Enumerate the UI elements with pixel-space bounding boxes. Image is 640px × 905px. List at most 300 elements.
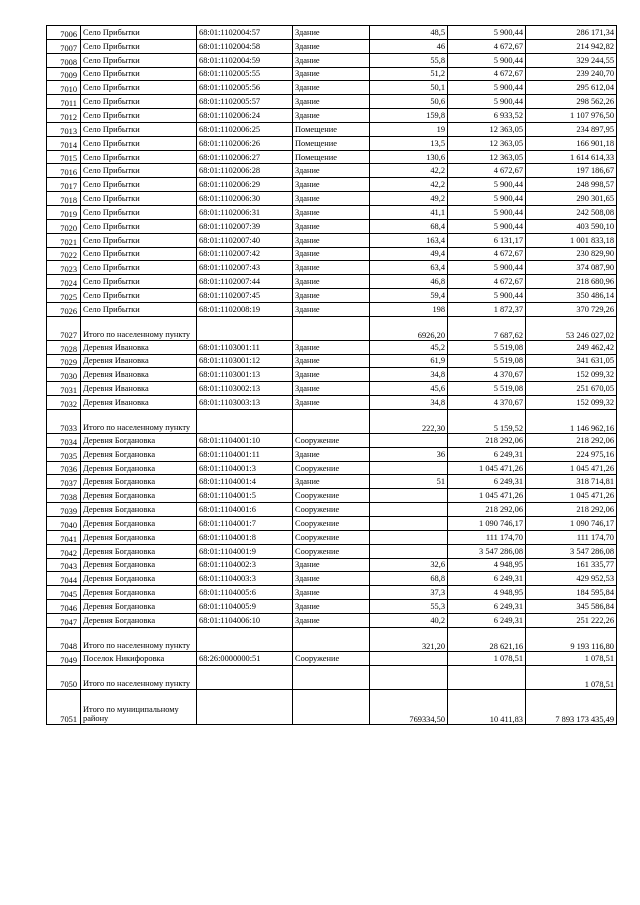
row-number-cell: 7041: [47, 530, 81, 544]
unit-value-cell: 5 519,08: [448, 382, 526, 396]
settlement-cell: Село Прибытки: [81, 233, 197, 247]
area-cell: 55,3: [370, 600, 448, 614]
settlement-cell: Село Прибытки: [81, 178, 197, 192]
settlement-cell: Село Прибытки: [81, 192, 197, 206]
unit-value-cell: 5 900,44: [448, 205, 526, 219]
cadastral-number-cell: [197, 409, 293, 433]
settlement-cell: Деревня Богдановка: [81, 600, 197, 614]
cadastral-value-cell: 218 680,96: [526, 275, 617, 289]
object-type-cell: Здание: [293, 26, 370, 40]
unit-value-cell: 5 900,44: [448, 219, 526, 233]
cadastral-number-cell: 68:01:1103001:13: [197, 368, 293, 382]
table-row: [47, 136, 617, 150]
row-number-cell: 7018: [47, 192, 81, 206]
cadastral-value-cell: 341 631,05: [526, 354, 617, 368]
row-number-cell: 7014: [47, 136, 81, 150]
cadastral-number-cell: 68:01:1102006:26: [197, 136, 293, 150]
cadastral-number-cell: 68:01:1104001:11: [197, 447, 293, 461]
settlement-cell: Деревня Богдановка: [81, 433, 197, 447]
cadastral-value-cell: 152 099,32: [526, 396, 617, 410]
table-row: [47, 81, 617, 95]
cadastral-value-cell: 234 897,95: [526, 122, 617, 136]
area-cell: 51: [370, 475, 448, 489]
table-row: [47, 530, 617, 544]
cadastral-number-cell: 68:01:1104001:4: [197, 475, 293, 489]
row-number-cell: 7051: [47, 689, 81, 724]
cadastral-value-cell: 7 893 173 435,49: [526, 689, 617, 724]
settlement-cell: Деревня Богдановка: [81, 461, 197, 475]
settlement-cell: Деревня Богдановка: [81, 558, 197, 572]
table-row: [47, 150, 617, 164]
area-cell: 59,4: [370, 289, 448, 303]
area-cell: 163,4: [370, 233, 448, 247]
object-type-cell: Здание: [293, 164, 370, 178]
area-cell: 45,2: [370, 340, 448, 354]
row-number-cell: 7015: [47, 150, 81, 164]
cadastral-value-cell: 53 246 027,02: [526, 316, 617, 340]
row-number-cell: 7009: [47, 67, 81, 81]
table-row: [47, 489, 617, 503]
cadastral-number-cell: 68:01:1103002:13: [197, 382, 293, 396]
object-type-cell: Сооружение: [293, 461, 370, 475]
unit-value-cell: 6 249,31: [448, 475, 526, 489]
table-row: [47, 396, 617, 410]
cadastral-number-cell: 68:01:1104003:3: [197, 572, 293, 586]
settlement-cell: Село Прибытки: [81, 247, 197, 261]
row-number-cell: 7034: [47, 433, 81, 447]
cadastral-number-cell: 68:01:1102006:28: [197, 164, 293, 178]
row-number-cell: 7025: [47, 289, 81, 303]
table-row: [47, 247, 617, 261]
settlement-total-row: [47, 665, 617, 689]
area-cell: 68,8: [370, 572, 448, 586]
table-row: [47, 433, 617, 447]
row-number-cell: 7021: [47, 233, 81, 247]
settlement-cell: Село Прибытки: [81, 219, 197, 233]
table-row: [47, 558, 617, 572]
settlement-cell: Село Прибытки: [81, 136, 197, 150]
cadastral-number-cell: [197, 665, 293, 689]
area-cell: [370, 503, 448, 517]
row-number-cell: 7016: [47, 164, 81, 178]
unit-value-cell: 1 078,51: [448, 651, 526, 665]
unit-value-cell: 4 672,67: [448, 247, 526, 261]
unit-value-cell: 5 900,44: [448, 26, 526, 40]
area-cell: 48,5: [370, 26, 448, 40]
area-cell: 130,6: [370, 150, 448, 164]
object-type-cell: Здание: [293, 219, 370, 233]
cadastral-number-cell: 68:01:1104005:6: [197, 586, 293, 600]
object-type-cell: Здание: [293, 572, 370, 586]
cadastral-value-cell: 184 595,84: [526, 586, 617, 600]
settlement-cell: Село Прибытки: [81, 26, 197, 40]
unit-value-cell: 5 900,44: [448, 192, 526, 206]
settlement-cell: Деревня Богдановка: [81, 586, 197, 600]
object-type-cell: Здание: [293, 275, 370, 289]
unit-value-cell: 6 131,17: [448, 233, 526, 247]
unit-value-cell: 1 045 471,26: [448, 489, 526, 503]
unit-value-cell: 4 672,67: [448, 164, 526, 178]
object-type-cell: Сооружение: [293, 544, 370, 558]
row-number-cell: 7026: [47, 302, 81, 316]
table-row: [47, 475, 617, 489]
table-row: [47, 178, 617, 192]
unit-value-cell: 7 687,62: [448, 316, 526, 340]
row-number-cell: 7020: [47, 219, 81, 233]
cadastral-number-cell: 68:01:1102008:19: [197, 302, 293, 316]
cadastral-number-cell: 68:01:1102005:55: [197, 67, 293, 81]
unit-value-cell: 4 370,67: [448, 368, 526, 382]
cadastral-value-cell: 1 107 976,50: [526, 109, 617, 123]
settlement-cell: Село Прибытки: [81, 150, 197, 164]
cadastral-number-cell: 68:01:1102006:24: [197, 109, 293, 123]
settlement-cell: Деревня Богдановка: [81, 489, 197, 503]
settlement-total-row: [47, 627, 617, 651]
object-type-cell: Здание: [293, 95, 370, 109]
settlement-cell: Деревня Богдановка: [81, 544, 197, 558]
cadastral-value-cell: 286 171,34: [526, 26, 617, 40]
unit-value-cell: 5 900,44: [448, 178, 526, 192]
settlement-cell: Итого по муниципальному району: [81, 689, 197, 724]
object-type-cell: [293, 316, 370, 340]
cadastral-value-cell: 214 942,82: [526, 39, 617, 53]
cadastral-value-cell: 1 001 833,18: [526, 233, 617, 247]
area-cell: 63,4: [370, 261, 448, 275]
cadastral-number-cell: 68:01:1102007:40: [197, 233, 293, 247]
cadastral-number-cell: 68:01:1102006:31: [197, 205, 293, 219]
area-cell: 61,9: [370, 354, 448, 368]
row-number-cell: 7039: [47, 503, 81, 517]
unit-value-cell: 5 900,44: [448, 261, 526, 275]
row-number-cell: 7030: [47, 368, 81, 382]
object-type-cell: Сооружение: [293, 433, 370, 447]
row-number-cell: 7022: [47, 247, 81, 261]
cadastral-value-cell: 298 562,26: [526, 95, 617, 109]
unit-value-cell: 218 292,06: [448, 503, 526, 517]
table-row: [47, 544, 617, 558]
table-row: [47, 447, 617, 461]
cadastral-value-cell: 161 335,77: [526, 558, 617, 572]
cadastral-value-cell: 3 547 286,08: [526, 544, 617, 558]
object-type-cell: Помещение: [293, 150, 370, 164]
table-row: [47, 164, 617, 178]
object-type-cell: Здание: [293, 302, 370, 316]
settlement-cell: Деревня Богдановка: [81, 475, 197, 489]
unit-value-cell: 6 249,31: [448, 613, 526, 627]
row-number-cell: 7013: [47, 122, 81, 136]
area-cell: 68,4: [370, 219, 448, 233]
area-cell: [370, 489, 448, 503]
cadastral-value-cell: 350 486,14: [526, 289, 617, 303]
object-type-cell: Здание: [293, 39, 370, 53]
row-number-cell: 7028: [47, 340, 81, 354]
area-cell: [370, 517, 448, 531]
unit-value-cell: 6 249,31: [448, 572, 526, 586]
cadastral-value-cell: 403 590,10: [526, 219, 617, 233]
settlement-cell: Итого по населенному пункту: [81, 665, 197, 689]
table-row: [47, 503, 617, 517]
cadastral-number-cell: 68:01:1102007:43: [197, 261, 293, 275]
settlement-cell: Село Прибытки: [81, 302, 197, 316]
object-type-cell: Здание: [293, 261, 370, 275]
object-type-cell: Сооружение: [293, 651, 370, 665]
table-body: [47, 26, 617, 725]
table-row: [47, 517, 617, 531]
unit-value-cell: 6 249,31: [448, 447, 526, 461]
area-cell: [370, 544, 448, 558]
unit-value-cell: 5 900,44: [448, 81, 526, 95]
area-cell: 45,6: [370, 382, 448, 396]
area-cell: 41,1: [370, 205, 448, 219]
cadastral-number-cell: 68:01:1102006:27: [197, 150, 293, 164]
object-type-cell: Здание: [293, 396, 370, 410]
row-number-cell: 7036: [47, 461, 81, 475]
object-type-cell: Сооружение: [293, 517, 370, 531]
table-row: [47, 122, 617, 136]
object-type-cell: Здание: [293, 192, 370, 206]
area-cell: 42,2: [370, 164, 448, 178]
cadastral-value-cell: 318 714,81: [526, 475, 617, 489]
cadastral-number-cell: 68:01:1104001:3: [197, 461, 293, 475]
object-type-cell: [293, 627, 370, 651]
area-cell: 13,5: [370, 136, 448, 150]
area-cell: [370, 530, 448, 544]
object-type-cell: Помещение: [293, 122, 370, 136]
unit-value-cell: 4 948,95: [448, 586, 526, 600]
cadastral-value-cell: 1 045 471,26: [526, 489, 617, 503]
area-cell: 198: [370, 302, 448, 316]
table-row: [47, 109, 617, 123]
cadastral-value-cell: 249 462,42: [526, 340, 617, 354]
object-type-cell: Здание: [293, 205, 370, 219]
unit-value-cell: 12 363,05: [448, 150, 526, 164]
settlement-cell: Село Прибытки: [81, 81, 197, 95]
cadastral-number-cell: 68:01:1104002:3: [197, 558, 293, 572]
cadastral-number-cell: 68:01:1102006:29: [197, 178, 293, 192]
area-cell: 32,6: [370, 558, 448, 572]
cadastral-number-cell: 68:01:1104001:9: [197, 544, 293, 558]
cadastral-number-cell: [197, 689, 293, 724]
unit-value-cell: 5 519,08: [448, 340, 526, 354]
cadastral-number-cell: 68:01:1104005:9: [197, 600, 293, 614]
object-type-cell: Здание: [293, 354, 370, 368]
unit-value-cell: 6 933,52: [448, 109, 526, 123]
cadastral-number-cell: 68:01:1104001:6: [197, 503, 293, 517]
area-cell: 49,4: [370, 247, 448, 261]
cadastral-number-cell: 68:01:1102006:30: [197, 192, 293, 206]
object-type-cell: Сооружение: [293, 503, 370, 517]
area-cell: 50,1: [370, 81, 448, 95]
district-total-row: [47, 689, 617, 724]
cadastral-value-cell: 329 244,55: [526, 53, 617, 67]
table-row: [47, 461, 617, 475]
object-type-cell: Здание: [293, 53, 370, 67]
row-number-cell: 7044: [47, 572, 81, 586]
settlement-cell: Село Прибытки: [81, 164, 197, 178]
area-cell: 321,20: [370, 627, 448, 651]
settlement-cell: Село Прибытки: [81, 39, 197, 53]
unit-value-cell: 12 363,05: [448, 122, 526, 136]
area-cell: 40,2: [370, 613, 448, 627]
unit-value-cell: 5 900,44: [448, 95, 526, 109]
cadastral-value-cell: 224 975,16: [526, 447, 617, 461]
settlement-cell: Село Прибытки: [81, 95, 197, 109]
cadastral-value-cell: 251 670,05: [526, 382, 617, 396]
row-number-cell: 7050: [47, 665, 81, 689]
row-number-cell: 7043: [47, 558, 81, 572]
cadastral-value-cell: 1 078,51: [526, 665, 617, 689]
table-row: [47, 302, 617, 316]
object-type-cell: Здание: [293, 447, 370, 461]
table-row: [47, 233, 617, 247]
table-row: [47, 382, 617, 396]
object-type-cell: Сооружение: [293, 530, 370, 544]
cadastral-value-cell: 230 829,90: [526, 247, 617, 261]
object-type-cell: Здание: [293, 289, 370, 303]
object-type-cell: Здание: [293, 340, 370, 354]
area-cell: 769334,50: [370, 689, 448, 724]
row-number-cell: 7031: [47, 382, 81, 396]
object-type-cell: Здание: [293, 233, 370, 247]
cadastral-value-cell: 242 508,08: [526, 205, 617, 219]
table-row: [47, 53, 617, 67]
object-type-cell: Здание: [293, 247, 370, 261]
cadastral-value-cell: 152 099,32: [526, 368, 617, 382]
row-number-cell: 7032: [47, 396, 81, 410]
object-type-cell: Помещение: [293, 136, 370, 150]
cadastral-number-cell: 68:01:1102006:25: [197, 122, 293, 136]
settlement-cell: Деревня Ивановка: [81, 340, 197, 354]
row-number-cell: 7033: [47, 409, 81, 433]
area-cell: 55,8: [370, 53, 448, 67]
row-number-cell: 7023: [47, 261, 81, 275]
cadastral-number-cell: 68:01:1104001:5: [197, 489, 293, 503]
cadastral-value-cell: 1 146 962,16: [526, 409, 617, 433]
row-number-cell: 7024: [47, 275, 81, 289]
object-type-cell: Здание: [293, 382, 370, 396]
row-number-cell: 7046: [47, 600, 81, 614]
cadastral-value-cell: 1 045 471,26: [526, 461, 617, 475]
row-number-cell: 7011: [47, 95, 81, 109]
cadastral-value-cell: 290 301,65: [526, 192, 617, 206]
cadastral-value-cell: 197 186,67: [526, 164, 617, 178]
cadastral-value-table-sheet: [46, 25, 616, 725]
area-cell: 36: [370, 447, 448, 461]
unit-value-cell: 4 672,67: [448, 67, 526, 81]
unit-value-cell: 4 370,67: [448, 396, 526, 410]
table-row: [47, 192, 617, 206]
row-number-cell: 7045: [47, 586, 81, 600]
object-type-cell: Сооружение: [293, 489, 370, 503]
settlement-total-row: [47, 409, 617, 433]
unit-value-cell: 4 672,67: [448, 275, 526, 289]
table-row: [47, 368, 617, 382]
object-type-cell: [293, 409, 370, 433]
cadastral-number-cell: 68:01:1102004:57: [197, 26, 293, 40]
table-row: [47, 39, 617, 53]
object-type-cell: [293, 689, 370, 724]
area-cell: 51,2: [370, 67, 448, 81]
table-row: [47, 275, 617, 289]
settlement-total-row: [47, 316, 617, 340]
table-row: [47, 261, 617, 275]
cadastral-number-cell: 68:01:1103003:13: [197, 396, 293, 410]
area-cell: 42,2: [370, 178, 448, 192]
unit-value-cell: 111 174,70: [448, 530, 526, 544]
row-number-cell: 7008: [47, 53, 81, 67]
row-number-cell: 7037: [47, 475, 81, 489]
table-row: [47, 613, 617, 627]
cadastral-value-cell: 345 586,84: [526, 600, 617, 614]
row-number-cell: 7017: [47, 178, 81, 192]
table-row: [47, 572, 617, 586]
settlement-cell: Деревня Ивановка: [81, 368, 197, 382]
unit-value-cell: 4 948,95: [448, 558, 526, 572]
unit-value-cell: 1 045 471,26: [448, 461, 526, 475]
row-number-cell: 7007: [47, 39, 81, 53]
unit-value-cell: 6 249,31: [448, 600, 526, 614]
table-row: [47, 651, 617, 665]
object-type-cell: Здание: [293, 586, 370, 600]
settlement-cell: Село Прибытки: [81, 67, 197, 81]
object-type-cell: Здание: [293, 109, 370, 123]
settlement-cell: Деревня Богдановка: [81, 530, 197, 544]
area-cell: 222,30: [370, 409, 448, 433]
cadastral-number-cell: 68:01:1102005:57: [197, 95, 293, 109]
cadastral-number-cell: 68:01:1102007:39: [197, 219, 293, 233]
settlement-cell: Село Прибытки: [81, 289, 197, 303]
unit-value-cell: 5 900,44: [448, 53, 526, 67]
row-number-cell: 7010: [47, 81, 81, 95]
settlement-cell: Итого по населенному пункту: [81, 316, 197, 340]
object-type-cell: Здание: [293, 600, 370, 614]
cadastral-number-cell: 68:26:0000000:51: [197, 651, 293, 665]
area-cell: [370, 651, 448, 665]
area-cell: [370, 461, 448, 475]
settlement-cell: Село Прибытки: [81, 205, 197, 219]
row-number-cell: 7042: [47, 544, 81, 558]
unit-value-cell: 4 672,67: [448, 39, 526, 53]
cadastral-value-cell: 1 090 746,17: [526, 517, 617, 531]
row-number-cell: 7048: [47, 627, 81, 651]
cadastral-value-cell: 111 174,70: [526, 530, 617, 544]
object-type-cell: Здание: [293, 178, 370, 192]
area-cell: 37,3: [370, 586, 448, 600]
settlement-cell: Деревня Богдановка: [81, 447, 197, 461]
area-cell: [370, 433, 448, 447]
object-type-cell: Здание: [293, 613, 370, 627]
unit-value-cell: 3 547 286,08: [448, 544, 526, 558]
unit-value-cell: 12 363,05: [448, 136, 526, 150]
area-cell: 6926,20: [370, 316, 448, 340]
unit-value-cell: 1 090 746,17: [448, 517, 526, 531]
row-number-cell: 7040: [47, 517, 81, 531]
cadastral-number-cell: 68:01:1104006:10: [197, 613, 293, 627]
cadastral-value-cell: 374 087,90: [526, 261, 617, 275]
row-number-cell: 7038: [47, 489, 81, 503]
row-number-cell: 7035: [47, 447, 81, 461]
area-cell: 19: [370, 122, 448, 136]
settlement-cell: Село Прибытки: [81, 109, 197, 123]
row-number-cell: 7027: [47, 316, 81, 340]
cadastral-number-cell: 68:01:1102005:56: [197, 81, 293, 95]
settlement-cell: Деревня Богдановка: [81, 503, 197, 517]
settlement-cell: Село Прибытки: [81, 261, 197, 275]
table-row: [47, 600, 617, 614]
settlement-cell: Итого по населенному пункту: [81, 409, 197, 433]
cadastral-value-cell: 218 292,06: [526, 503, 617, 517]
cadastral-number-cell: 68:01:1104001:7: [197, 517, 293, 531]
